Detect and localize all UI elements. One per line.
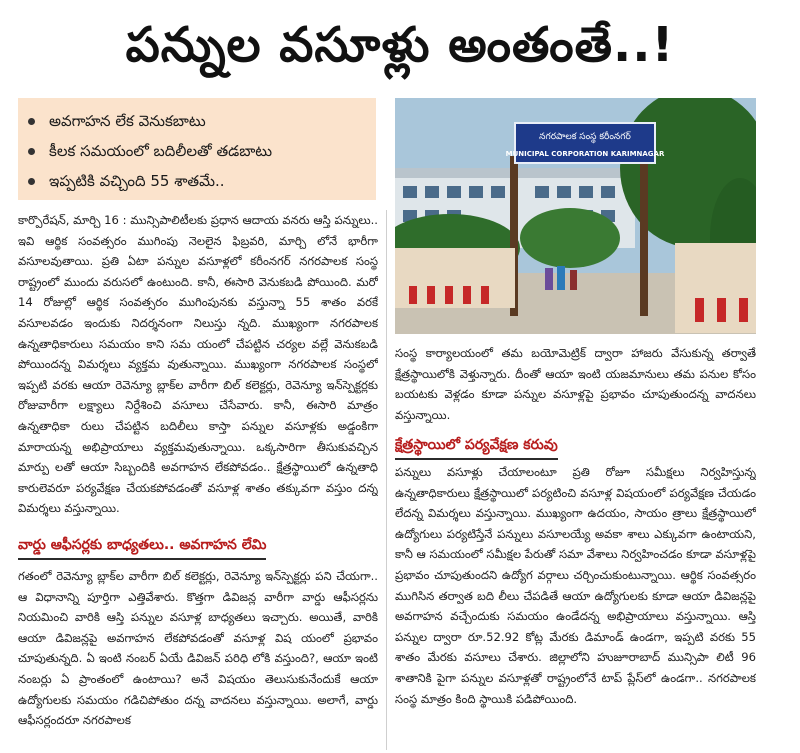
highlight-text: కీలక సమయంలో బదిలీలతో తడబాటు [49, 142, 273, 160]
highlight-text: ఇప్పటికి వచ్చింది 55 శాతమే.. [49, 172, 225, 190]
highlights-box [18, 98, 376, 200]
subheading-text: క్షేత్రస్థాయిలో పర్యవేక్షణ కరువు [395, 437, 558, 453]
gate-sign-english: MUNICIPAL CORPORATION KARIMNAGAR [505, 150, 665, 158]
highlight-item [28, 136, 366, 166]
subheading-ward-officers [18, 533, 266, 560]
article-column-right-top [395, 343, 756, 425]
highlight-item [28, 166, 366, 196]
article-column-left-top [18, 210, 378, 528]
highlights-list [28, 106, 366, 196]
subheading-underline [18, 558, 266, 560]
bullet-icon [28, 118, 35, 125]
article-paragraph: గతంలో రెవెన్యూ బ్లాక్‌ల వారీగా బిల్‌ కలెక్టర్లు, రెవెన్యూ ఇన్‌స్పెక్టర్లు పని చేయగా.. ఆ విధానాన్ని పూర్తిగా ఎత్తివేశారు. కొత్తగా డివిజన్ల వారీగా వార్డు ఆఫీసర్లను నియమించి వారికి ఆస్తి పన్నుల వసూళ్ల బాధ్యతలు ఇచ్చారు. అయితే, వారికి ఆయా డివిజన్లపై అవగాహన లేకపోవడంతో వసూళ్ల విష యంలో ప్రభావం చూపుతున్నది. ఏ ఇంటి నంబర్‌ ఏయే డివిజన్‌ పరిధి లోకి వస్తుంది?, ఆయా ఇంటి నంబర్లు ఏ ప్రాంతంలో ఉంటాయి? అనే విషయం తెలుసుకునేందుకే ఆయా ఉద్యోగులకు సమయం గడిచిపోతుం దన్న వాదనలు వస్తున్నాయి. అలాగే, వార్డు ఆఫీసర్లందరూ నగరపాలక [18, 569, 378, 728]
highlight-text: అవగాహన లేక వెనుకబాటు [49, 112, 206, 130]
column-divider [386, 210, 387, 750]
article-paragraph: కార్పొరేషన్‌, మార్చి 16 : మున్సిపాలిటీలకు ప్రధాన ఆదాయ వనరు ఆస్తి పన్నులు.. ఇవి ఆర్థిక సంవత్సరం ముగింపు నెలలైన ఫిబ్రవరి, మార్చి లోనే భారీగా వసూలవుతాయి. ప్రతి ఏటా పన్నుల వసూళ్లలో కరీంనగర్‌ నగరపాలక సంస్థ రాష్ట్రంలో ముందు వరుసలో ఉంటుంది. కానీ, ఈసారి వెనుకబడి పోయింది. మరో 14 రోజుల్లో ఆర్థిక సంవత్సరం ముగింపునకు వస్తున్నా 55 శాతం వరకే వసూలవడం ఇందుకు నిదర్శనంగా నిలుస్తు న్నది. ముఖ్యంగా నగరపాలక ఉన్నతాధికారులు సమయం కాని సమ యంలో చేపట్టిన చర్యల వల్లే వెనుకబడి పోయిందన్న విమర్శలు వ్యక్తమ వుతున్నాయి. ముఖ్యంగా నగరపాలక సంస్థలో ఇప్పటి వరకు ఆయా రెవెన్యూ బ్లాక్‌ల వారీగా బిల్‌ కలెక్టర్లు, రెవెన్యూ ఇన్‌స్పెక్టర్లకు రోజువారీగా లక్ష్యాలు నిర్దేశించి వసూలు చేసేవారు. కానీ, ఈసారి మాత్రం ఉన్నతాధికా రులు చేపట్టిన బదిలీలు కాస్తా పన్నుల వసూళ్లకు అడ్డంకిగా మారాయన్న అభిప్రాయాలు వ్యక్తమవుతున్నాయి. ఒక్కసారిగా తీసుకువచ్చిన మార్పు లతో ఆయా సిబ్బందికి అవగాహన లేకపోవడం.. క్షేత్రస్థాయిలో ఉన్నతాధి కారులెవరూ పర్యవేక్షణ చేయకపోవడంతో వసూళ్ల శాతం తక్కువగా వస్తుం దన్న విమర్శలు వస్తున్నాయి. [18, 213, 378, 516]
bullet-icon [28, 148, 35, 155]
article-paragraph: పన్నులు వసూళ్లు చేయాలంటూ ప్రతి రోజూ సమీక్షలు నిర్వహిస్తున్న ఉన్నతాధికారులు క్షేత్రస్థాయిలో పర్యటించి వసూళ్ల విషయంలో పర్యవేక్షణ చేయడం లేదన్న విమర్శలు వస్తున్నాయి. ముఖ్యంగా ఉదయం, సాయం త్రాలు క్షేత్రస్థాయిలో ఉద్యోగులు పర్యటిస్తేనే పన్నులు వసూలయ్యే అవకా శాలు ఎక్కువగా ఉంటాయని, కానీ ఆ సమయంలో సమీక్షల పేరుతో సమా వేశాలు నిర్వహించడం కూడా వసూళ్లపై ప్రభావం చూపుతుందని ఉద్యోగ వర్గాలు చర్చించుకుంటున్నాయి. ఆర్థిక సంవత్సరం ముగిసిన తర్వాత బది లీలు చేపడితే ఆయా ఉద్యోగులకు కూడా ఆయా డివిజన్లపై అవగాహన వచ్చేందుకు సమయం ఉండేదన్న అభిప్రాయాలు వస్తున్నాయి. ఆస్తి పన్నుల ద్వారా రూ.52.92 కోట్ల మేరకు డిమాండ్‌ ఉండగా, ఇప్పటి వరకు 55 శాతం మేరకు వసూలు చేశారు. జిల్లాలోని హుజూరాబాద్‌ మున్సిపా లిటీ 96 శాతానికి పైగా పన్నుల వసూళ్లతో రాష్ట్రంలోనే టాప్‌ ప్లేస్‌లో ఉండగా.. నగరపాలక సంస్థ మాత్రం కింది స్థాయికి పడిపోయింది. [395, 465, 756, 706]
municipal-office-photo [395, 98, 756, 334]
headline: పన్నుల వసూళ్లు అంతంతే..! [125, 17, 675, 73]
subheading-text: వార్డు ఆఫీసర్లకు బాధ్యతలు.. అవగాహన లేమి [18, 537, 267, 553]
highlight-item [28, 106, 366, 136]
photo-illustration [395, 98, 756, 334]
gate-sign-telugu: నగరపాలక సంస్థ కరీంనగర్ [539, 132, 631, 142]
subheading-field-supervision [395, 433, 558, 460]
article-column-right-bottom [395, 462, 756, 748]
article-paragraph: సంస్థ కార్యాలయంలో తమ బయోమెట్రిక్‌ ద్వారా హాజరు వేసుకున్న తర్వాతే క్షేత్రస్థాయిలోకి వెళ్తున్నారు. దీంతో ఆయా ఇంటి యజమానులు తమ పనుల కోసం బయటకు వెళ్లడం కూడా పన్నుల వసూళ్లపై ప్రభావం చూపుతుందన్న వాదనలు వస్తున్నాయి. [395, 346, 756, 422]
bullet-icon [28, 178, 35, 185]
article-column-left-bottom [18, 566, 378, 746]
subheading-underline [395, 458, 558, 460]
